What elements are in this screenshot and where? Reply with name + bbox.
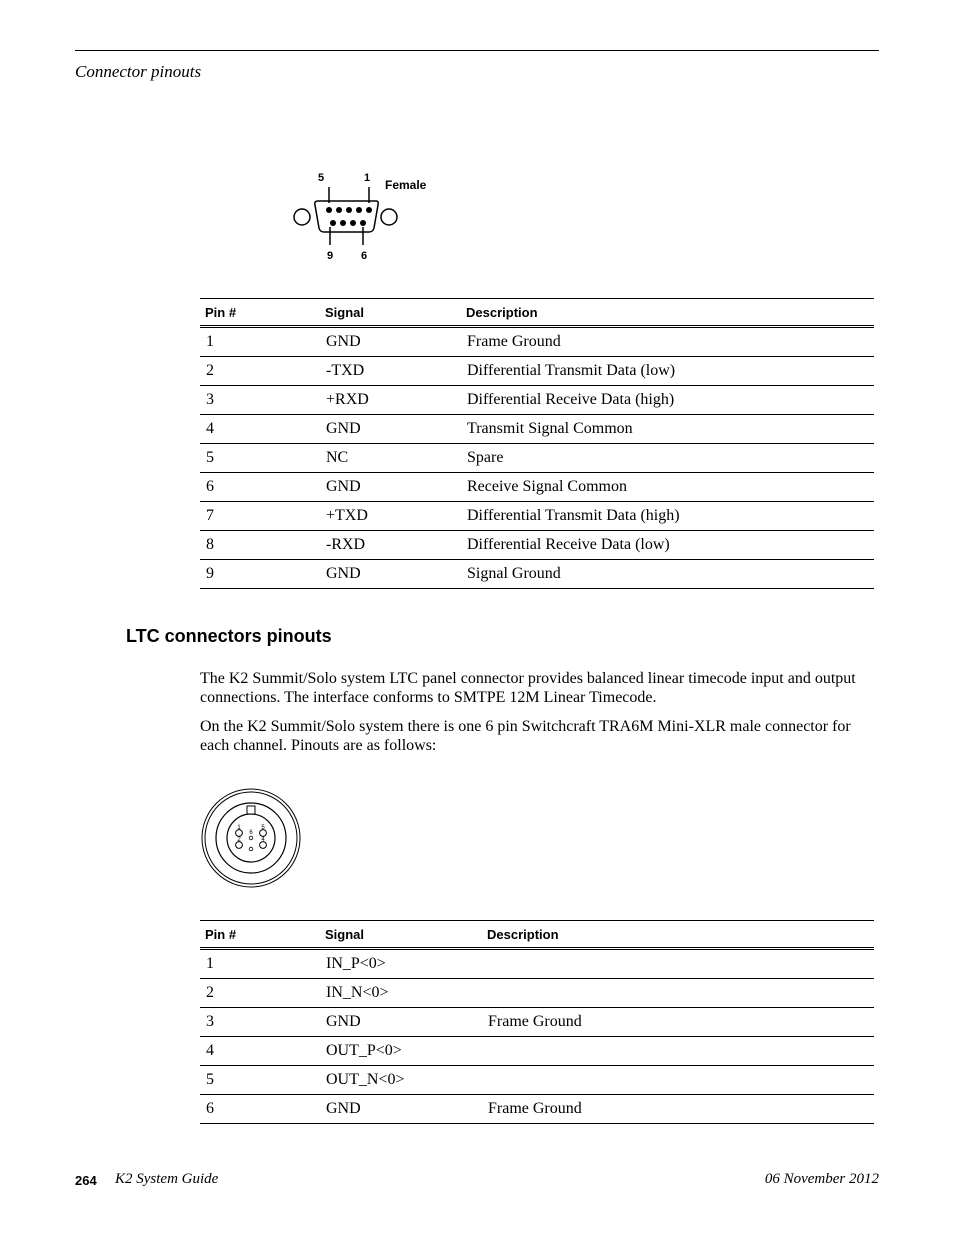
db9-pin-label-6: 6: [360, 250, 368, 262]
cell-description: [482, 949, 874, 979]
cell-description: Spare: [461, 444, 874, 473]
xlr-pin-label-2: 2: [237, 837, 241, 843]
cell-pin: 3: [200, 386, 320, 415]
table-row: [200, 949, 874, 979]
footer-doc-title: K2 System Guide: [115, 1171, 219, 1187]
cell-pin: 1: [200, 949, 320, 979]
cell-signal: GND: [320, 327, 461, 357]
d-sub-shell: [315, 201, 378, 232]
cell-description: Differential Transmit Data (high): [461, 502, 874, 531]
cell-pin: 5: [200, 1066, 320, 1095]
paragraph-intro: The K2 Summit/Solo system LTC panel connector provides balanced linear timecode input and output connections. The interface conforms to SMTPE 12M Linear Timecode.: [200, 670, 856, 706]
col-header-pin: Pin #: [200, 299, 320, 327]
table-row: [200, 979, 874, 1008]
cell-signal: IN_N<0>: [320, 979, 482, 1008]
cell-signal: +TXD: [320, 502, 461, 531]
table-row: [200, 386, 874, 415]
cell-pin: 9: [200, 560, 320, 589]
table-row: [200, 415, 874, 444]
cell-signal: GND: [320, 560, 461, 589]
table-row: [200, 327, 874, 357]
cell-description: Frame Ground: [461, 327, 874, 357]
cell-description: Signal Ground: [461, 560, 874, 589]
cell-pin: 8: [200, 531, 320, 560]
col-header-description: Description: [461, 299, 874, 327]
db9-gender-label: Female: [385, 178, 427, 192]
section-heading: LTC connectors pinouts: [126, 626, 332, 646]
table-row: [200, 502, 874, 531]
table-row: [200, 357, 874, 386]
cell-signal: GND: [320, 473, 461, 502]
cell-pin: 5: [200, 444, 320, 473]
xlr-pin-label-1: 1: [237, 825, 241, 831]
db9-connector-figure: [280, 165, 450, 265]
cell-signal: IN_P<0>: [320, 949, 482, 979]
table-header-row: [200, 299, 874, 327]
table-row: [200, 531, 874, 560]
cell-signal: -RXD: [320, 531, 461, 560]
cell-pin: 6: [200, 1095, 320, 1124]
col-header-signal: Signal: [320, 299, 461, 327]
xlr-pin-label-6: 6: [249, 830, 253, 836]
db9-pinout-table: [200, 298, 874, 589]
mounting-hole-right: [381, 209, 397, 225]
cell-signal: NC: [320, 444, 461, 473]
cell-pin: 2: [200, 357, 320, 386]
table-header-row: [200, 921, 874, 949]
mounting-hole-left: [294, 209, 310, 225]
col-header-pin: Pin #: [200, 921, 320, 949]
cell-description: Differential Receive Data (low): [461, 531, 874, 560]
key-notch: [247, 806, 255, 814]
table-row: [200, 1066, 874, 1095]
cell-pin: 4: [200, 1037, 320, 1066]
col-header-signal: Signal: [320, 921, 482, 949]
table-row: [200, 560, 874, 589]
table-row: [200, 1037, 874, 1066]
header-rule: [75, 50, 879, 51]
footer-date: 06 November 2012: [764, 1171, 879, 1187]
cell-signal: GND: [320, 1095, 482, 1124]
xlr-pin-label-5: 5: [261, 825, 265, 831]
db9-pin-label-9: 9: [326, 250, 334, 262]
table-row: [200, 444, 874, 473]
cell-pin: 7: [200, 502, 320, 531]
cell-pin: 6: [200, 473, 320, 502]
cell-description: Frame Ground: [482, 1095, 874, 1124]
table-row: [200, 1008, 874, 1037]
mini-xlr-connector-figure: [200, 787, 302, 889]
cell-signal: OUT_N<0>: [320, 1066, 482, 1095]
cell-pin: 2: [200, 979, 320, 1008]
cell-description: Receive Signal Common: [461, 473, 874, 502]
table-row: [200, 1095, 874, 1124]
running-head: Connector pinouts: [75, 62, 202, 81]
cell-description: [482, 979, 874, 1008]
table-row: [200, 473, 874, 502]
paragraph-connector: On the K2 Summit/Solo system there is one 6 pin Switchcraft TRA6M Mini-XLR male connector for each channel. Pinouts are as follows:: [200, 718, 851, 754]
cell-pin: 1: [200, 327, 320, 357]
cell-signal: OUT_P<0>: [320, 1037, 482, 1066]
cell-description: Frame Ground: [482, 1008, 874, 1037]
cell-description: [482, 1066, 874, 1095]
cell-description: Transmit Signal Common: [461, 415, 874, 444]
cell-signal: +RXD: [320, 386, 461, 415]
cell-signal: GND: [320, 415, 461, 444]
page-number: 264: [75, 1173, 97, 1188]
cell-signal: GND: [320, 1008, 482, 1037]
db9-pin-label-5: 5: [317, 172, 325, 184]
cell-description: Differential Transmit Data (low): [461, 357, 874, 386]
cell-signal: -TXD: [320, 357, 461, 386]
ltc-pinout-table: [200, 920, 874, 1124]
col-header-description: Description: [482, 921, 874, 949]
xlr-pin-label-4: 4: [261, 837, 265, 843]
cell-pin: 3: [200, 1008, 320, 1037]
cell-pin: 4: [200, 415, 320, 444]
db9-pin-label-1: 1: [363, 172, 371, 184]
cell-description: [482, 1037, 874, 1066]
cell-description: Differential Receive Data (high): [461, 386, 874, 415]
